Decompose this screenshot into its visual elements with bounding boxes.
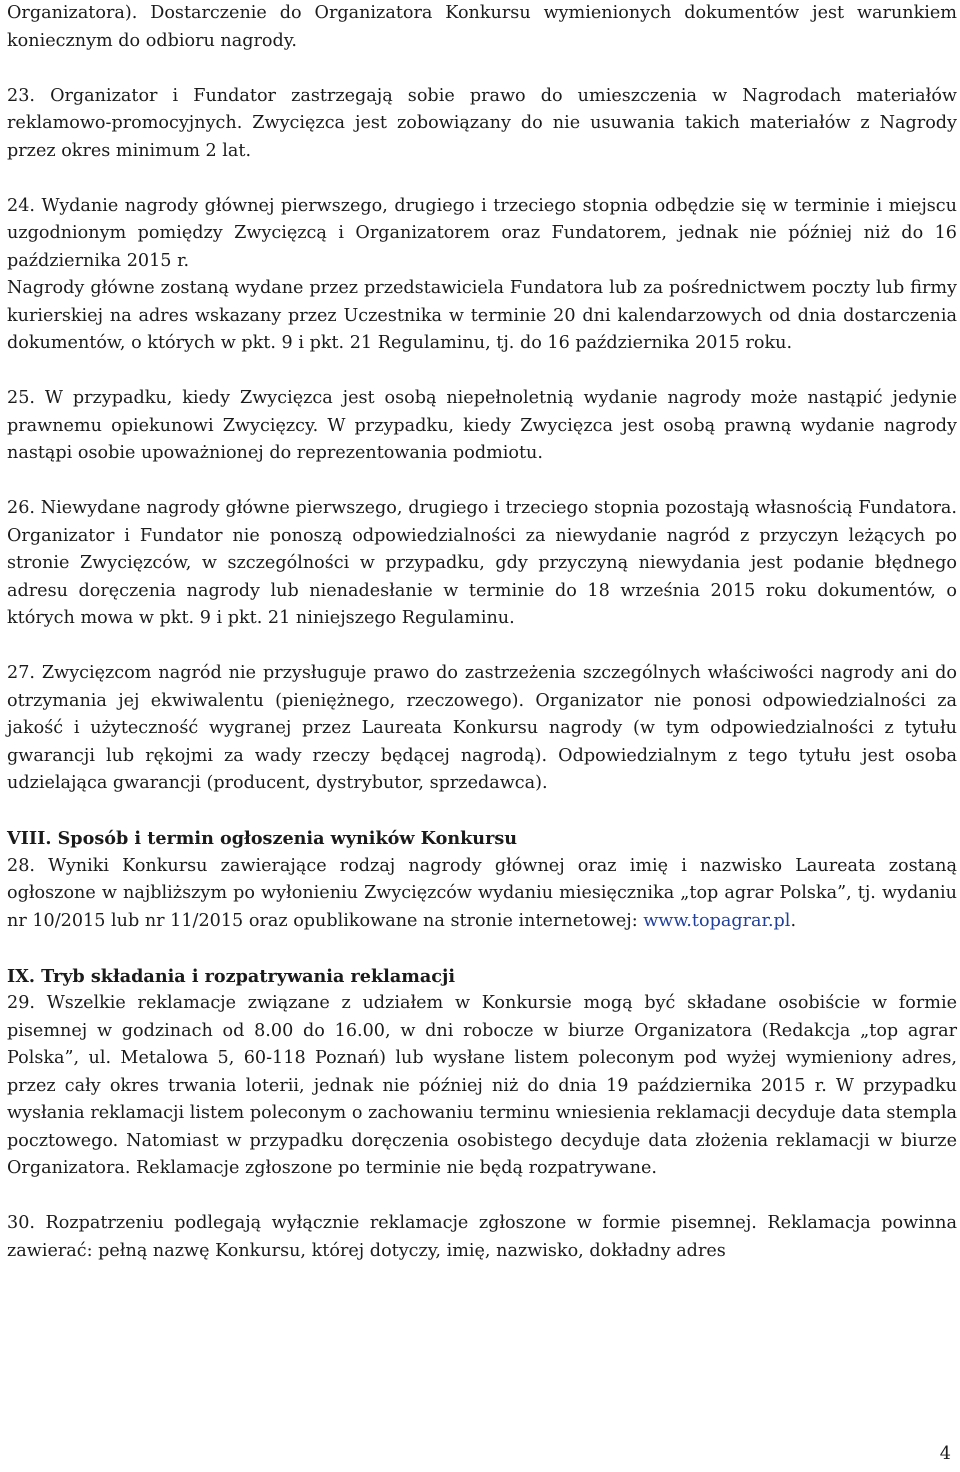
paragraph-28-end: . <box>790 910 797 931</box>
paragraph-27: 27. Zwycięzcom nagród nie przysługuje prawo do zastrzeżenia szczególnych właściwości nagrody ani do otrzymania jej ekwiwalentu (pieniężnego, rzeczowego). Organizator nie ponosi odpowiedzialności za jakość i użyteczność wygranej przez Laureata Konkursu nagrody (w tym odpowiedzialności z tytułu gwarancji lub rękojmi za wady rzeczy będącej nagrodą). Odpowiedzialnym z tego tytułu jest osoba udzielająca gwarancji (producent, dystrybutor, sprzedawca). <box>7 663 957 793</box>
paragraph-25: 25. W przypadku, kiedy Zwycięzca jest osobą niepełnoletnią wydanie nagrody może nastąpić jedynie prawnemu opiekunowi Zwycięzcy. W przypadku, kiedy Zwycięzca jest osobą prawną wydanie nagrody nastąpi osobie upoważnionej do reprezentowania podmiotu. <box>7 388 957 463</box>
topagrar-link[interactable]: www.topagrar.pl <box>643 910 791 931</box>
paragraph-23: 23. Organizator i Fundator zastrzegają sobie prawo do umieszczenia w Nagrodach materiałów reklamowo-promocyjnych. Zwycięzca jest zobowiązany do nie usuwania takich materiałów z Nagrody przez okres minimum 2 lat. <box>7 85 957 161</box>
paragraph-26: 26. Niewydane nagrody główne pierwszego, drugiego i trzeciego stopnia pozostają własnością Fundatora. Organizator i Fundator nie ponoszą odpowiedzialności za niewydanie nagród z przyczyn leżących po stronie Zwycięzców, w szczególności w przypadku, gdy przyczyną niewydania jest podanie błędnego adresu doręczenia nagrody lub nienadesłanie w terminie do 18 września 2015 roku dokumentów, o których mowa w pkt. 9 i pkt. 21 niniejszego Regulaminu. <box>7 498 957 628</box>
document-page <box>7 0 957 1265</box>
paragraph-28-text: 28. Wyniki Konkursu zawierające rodzaj nagrody głównej oraz imię i nazwisko Laureata zostaną ogłoszone w najbliższym po wyłonieniu Zwycięzców wydaniu miesięcznika „top agrar Polska”, tj. wydaniu nr 10/2015 lub nr 11/2015 oraz opublikowane na stronie internetowej: <box>7 855 957 931</box>
paragraph-24-part1: 24. Wydanie nagrody głównej pierwszego, drugiego i trzeciego stopnia odbędzie się w terminie i miejscu uzgodnionym pomiędzy Zwycięzcą i Organizatorem oraz Fundatorem, jednak nie później niż do 16 października 2015 r. <box>7 195 957 271</box>
paragraph-22-continuation: Organizatora). Dostarczenie do Organizatora Konkursu wymienionych dokumentów jest warunkiem koniecznym do odbioru nagrody. <box>7 3 957 51</box>
section-heading-viii: VIII. Sposób i termin ogłoszenia wyników Konkursu <box>7 828 518 849</box>
paragraph-30: 30. Rozpatrzeniu podlegają wyłącznie reklamacje zgłoszone w formie pisemnej. Reklamacja powinna zawierać: pełną nazwę Konkursu, której dotyczy, imię, nazwisko, dokładny adres <box>7 1213 957 1261</box>
section-heading-ix: IX. Tryb składania i rozpatrywania reklamacji <box>7 965 456 987</box>
paragraph-28 <box>7 853 957 936</box>
page-number: 4 <box>939 1444 951 1464</box>
paragraph-29: 29. Wszelkie reklamacje związane z udziałem w Konkursie mogą być składane osobiście w formie pisemnej w godzinach od 8.00 do 16.00, w dni robocze w biurze Organizatora (Redakcja „top agrar Polska”, ul. Metalowa 5, 60-118 Poznań) lub wysłane listem poleconym pod wyżej wymieniony adres, przez cały okres trwania loterii, jednak nie później niż do dnia 19 października 2015 r. W przypadku wysłania reklamacji listem poleconym o zachowaniu terminu wniesienia reklamacji decyduje data stempla pocztowego. Natomiast w przypadku doręczenia osobistego decyduje data złożenia reklamacji w biurze Organizatora. Reklamacje zgłoszone po terminie nie będą rozpatrywane. <box>7 993 957 1178</box>
paragraph-24-part2: Nagrody główne zostaną wydane przez przedstawiciela Fundatora lub za pośrednictwem poczty lub firmy kurierskiej na adres wskazany przez Uczestnika w terminie 20 dni kalendarzowych od dnia dostarczenia dokumentów, o których w pkt. 9 i pkt. 21 Regulaminu, tj. do 16 października 2015 roku. <box>7 278 957 353</box>
